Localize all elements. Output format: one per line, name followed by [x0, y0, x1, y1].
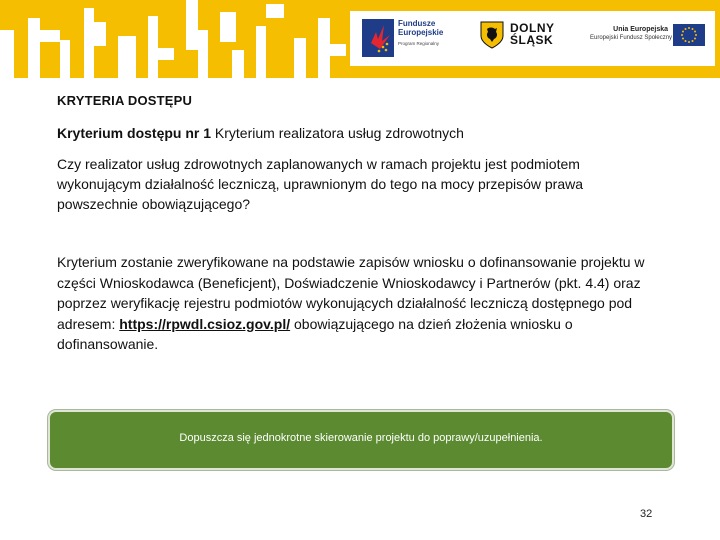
- ds-line2: ŚLĄSK: [510, 33, 554, 47]
- verification-paragraph: [57, 252, 672, 355]
- header-banner: [0, 0, 720, 78]
- decor-block: [148, 16, 158, 78]
- decor-block: [330, 44, 346, 56]
- criterion-prefix: Kryterium dostępu nr 1: [57, 125, 212, 141]
- decor-block: [256, 26, 266, 78]
- fundusze-europejskie-star-icon: [362, 19, 394, 57]
- section-title: KRYTERIA DOSTĘPU: [57, 93, 193, 108]
- dolny-slask-coat-of-arms-icon: [480, 21, 504, 49]
- decor-block: [0, 30, 14, 78]
- fundusze-europejskie-logo: [362, 19, 472, 59]
- decor-block: [28, 18, 40, 78]
- decor-block: [266, 4, 284, 18]
- decor-block: [318, 18, 330, 78]
- fe-line2: Europejskie: [398, 28, 444, 37]
- decor-block: [94, 22, 106, 46]
- logos-bar: [350, 11, 715, 66]
- decor-block: [220, 12, 236, 42]
- registry-link[interactable]: https://rpwdl.csioz.gov.pl/: [119, 315, 291, 332]
- note-text: Dopuszcza się jednokrotne skierowanie projektu do poprawy/uzupełnienia.: [179, 432, 543, 444]
- dolny-slask-logo: [480, 21, 575, 55]
- decor-block: [198, 30, 208, 78]
- decor-block: [158, 48, 174, 60]
- decor-block: [186, 0, 198, 50]
- fe-sub: Program Regionalny: [398, 41, 440, 46]
- criterion-heading: [57, 125, 464, 141]
- ue-sub: Europejski Fundusz Społeczny: [590, 35, 673, 41]
- decor-block: [232, 50, 244, 78]
- decor-block: [118, 36, 136, 78]
- ds-line1: DOLNY: [510, 21, 555, 35]
- dolny-slask-text: [510, 22, 555, 46]
- note-box: [48, 410, 674, 470]
- decor-block: [40, 30, 60, 42]
- eu-flag-icon: [673, 24, 705, 46]
- criterion-question: Czy realizator usług zdrowotnych zaplanowanych w ramach projektu jest podmiotem wykonującym działalność leczniczą, uprawnionym do tego na mocy przepisów prawa powszechnie obowiązującego?: [57, 156, 584, 212]
- ue-main: Unia Europejska: [613, 26, 668, 33]
- unia-europejska-logo: [590, 24, 710, 54]
- fe-line1: Fundusze: [398, 19, 436, 28]
- paragraph-text-after-link: obowiązującego na dzień złożenia wniosku o dofinansowanie.: [57, 315, 573, 352]
- criterion-name: Kryterium realizatora usług zdrowotnych: [211, 125, 464, 141]
- decor-block: [60, 40, 70, 78]
- decor-block: [294, 38, 306, 78]
- unia-europejska-text: [590, 26, 673, 42]
- paragraph-text-before-link: Kryterium zostanie zweryfikowane na podstawie zapisów wniosku o dofinansowanie projektu w części Wnioskodawca (Beneficjent), Doświadczenie Wnioskodawcy i Partnerów (pkt. 4.4) oraz poprzez weryfikację rejestru podmiotów wykonujących działalność leczniczą dostępnego pod adresem:: [57, 254, 645, 332]
- page-number: 32: [640, 508, 653, 520]
- fundusze-europejskie-text: [398, 19, 443, 48]
- decor-block: [84, 8, 94, 78]
